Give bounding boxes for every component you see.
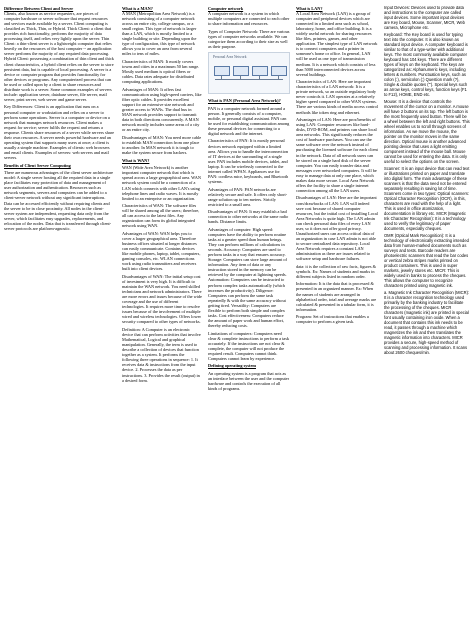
paragraph: WAN (Wide Area Network) is another important computer network that which is spread across a large geographical area. WAN network system could be a connection of a LAN which connects with other LAN's using telephone lines and radio waves. It is mostly limited to an enterprise or an organization. (122, 165, 201, 201)
network-bus-line (215, 79, 283, 80)
paragraph: Characteristics of WAN: The software files will be shared among all the users; therefore, all can access to the latest files. Any organization can form its global integrated network using WAN. (122, 203, 200, 229)
diagram-title: Personal Area Network (213, 54, 247, 59)
paragraph: Disadvantages of PAN: It may establish a bad connection to other networks at the same radio bands. Distance limits. (208, 209, 289, 225)
paragraph: Characteristics of PAN: It is mostly personal devices network equipped within a limited area. Allows you to handle the interconnection of IT devices at the surrounding of a single user. PAN includes mobile devices, tablet, and laptop. It can be wirelessly connected to the internet called WPAN. Appliances use for PAN: cordless mice, keyboards, and Bluetooth systems. (208, 138, 289, 184)
column-input-devices (384, 6, 470, 628)
paragraph: Disadvantages of WAN: The initial setup cost of investment is very high. It is difficult to maintain the WAN network. You need skilled technicians and network administrators. There are more errors and issues because of the wide coverage and the use of different technologies. It requires more time to resolve issues because of the involvement of multiple wired and wireless technologies. Offers lower security compared to other types of networks. (122, 274, 202, 325)
paragraph: PAN is a computer network formed around a person. It generally consists of a computer, mobile, or personal digital assistant. PAN can be used for establishing communication among these personal devices for connecting to a digital network and the internet. (208, 105, 290, 136)
paragraph: A Local Area Network (LAN) is a group of computer and peripheral devices which are connected in a limited area such as school, laboratory, home, and office building. It is a widely useful network for sharing resources like files, printers, games, and other application. The simplest type of LAN network is to connect computers and a printer in someone's home or office. In general, LAN will be used as one type of transmission medium. It is a network which consists of less than 5000 interconnected devices across several buildings. (296, 11, 378, 77)
paragraph: Advantages of PAN: PAN networks are relatively secure and safe. It offers only short-range solution up to ten meters. Strictly restricted to a small area. (208, 186, 288, 207)
subheading: What is WAN? (122, 157, 150, 163)
paragraph: Definition: A Computer is an electronic device that can perform activities that involve Mathematical, Logical and graphical manipulation. Generally, the term is used to describe a collection of devices that function together as a system. It performs the following three operations in sequence: 1. It receives data & instructions from the input device. 2. Processes the data as per instructions. 3. Provides the result (output) in a desired form. (122, 327, 201, 383)
paragraph: Clients, also known as service requesters, are pieces of computer hardware or server software that request resources and services made available by a server. Client computing is classified as Thick, Thin, or Hybrid. Thick Client: a client that provides rich functionality, performs the majority of data processing itself, and relies very lightly upon the server. Thin Client: a thin-client server is a lightweight computer that relies heavily on the resources of the host computer -- an application server performs the majority of any required data processing. Hybrid Client: possessing a combination of thin client and thick client characteristics, a hybrid client relies on the server to store persistent data, but is capable of local processing. A server is a device or computer program that provides functionality for other devices or programs. Any computerized process that can be used or called upon by a client to share resources and distribute work is a server. Some common examples of servers include: application server, database server, file server, mail server, print server, web server and game server. (4, 11, 114, 102)
computer-node-icon (233, 66, 249, 76)
paragraph: Characteristics of LAN: Here are important characteristics of a LAN network: It is a private network, so an outside regulatory body never controls it. LAN operates at a relatively higher speed compared to other WAN systems. There are various kinds of media access control methods like token ring and ethernet. (296, 79, 378, 115)
paragraph: Information: It is the data that is processed & presented in an organized manner. Ex: When the names of students are arranged in alphabetical order, total and average marks are calculated & presented in a tabular form, it is information. (296, 281, 377, 312)
paragraph: Advantages of computer: High speed: computers have the ability to perform routine tasks at a greater speed than human beings. They can perform millions of calculations in seconds. Accuracy: Computers are used to perform tasks in a way that ensures accuracy. Storage: Computers can store large amount of information. Any item of data or any instruction stored in the memory can be retrieved by the computer at lightning speeds. Automation: Computers can be instructed to perform complex tasks automatically (which increases the productivity). Diligence: Computers can perform the same task repeatedly & with the same accuracy without getting tired. Versatility: Computers are flexible to perform both simple and complex tasks. Cost effectiveness: Computers reduce the amount of paper work and human effort, thereby reducing costs. (208, 227, 287, 328)
paragraph: Disadvantages of MAN: You need more cable to establish MAN connection from one place to another. In MAN network it is tough to make the system secure from hackers. (122, 134, 202, 156)
computer-node-icon (252, 66, 268, 76)
paragraph: Advantages of WAN: WAN helps you to cover a larger geographical area. Therefore business offices situated at longer distances can easily communicate. Contains devices like mobile phones, laptop, tablet, computers, gaming consoles, etc. WLAN connections work using radio transmitters and receivers built into client devices. (122, 231, 201, 272)
paragraph: Advantages of LAN: Here are pros/benefits of using LAN: Computer resources like hard-disks, DVD-ROM, and printers can share local area networks. This significantly reduces the cost of hardware purchases. You can use the same software over the network instead of purchasing the licensed software for each client in the network. Data of all network users can be stored on a single hard disk of the server computer. You can easily transfer data and messages over networked computers. It will be easy to manage data at only one place, which makes data more secure. Local Area Network offers the facility to share a single internet connection among all the LAN users. (296, 117, 378, 193)
paragraph: Keyboard: The Key board is used for typing text into the computer. It is also known as standard input device. A computer keyboard is similar to that of a type-writer with additional keys. The most commonly available computer keyboard has 104 keys. There are different types of keys on the keyboard. The keys are categorized as: Alphanumeric keys, including letters & numbers. Punctuation keys, such as colon (:), semicolon (;) Question mark (?), Single & double quotes ('"). Special keys such as arrow keys, control keys, function keys (F1 to F12), HOME, END etc. (384, 32, 468, 97)
subheading: Benefits of Client Server Computing (4, 162, 71, 168)
subheading: What is PAN (Personal Area Network)? (208, 97, 281, 103)
paragraph: Input Devices: Devices used to provide data and instructions to the computer are called input devices. Some important input devices are Key board, Mouse, Scanner, MICR, Web camera, Microphone etc. (384, 6, 465, 30)
paragraph: Disadvantages of LAN: Here are the important cons/drawbacks of LAN: LAN will indeed save cost because of shared computer resources, but the initial cost of installing Local Area Networks is quite high. The LAN admin can check personal data files of every LAN user, so it does not offer good privacy. Unauthorized users can access critical data of an organization in case LAN admin is not able to secure centralized data repository. Local Area Network requires a constant LAN administration as there are issues related to software setup and hardware failures. (296, 195, 378, 262)
paragraph: Advantages of MAN: It offers fast communication using high-speed carriers, like fiber optic cables. It provides excellent support for an extensive size network and greater access to WANs. The dual bus in MAN network provides support to transmit data in both directions concurrently. A MAN network mostly includes some areas of a city or an entire city. (122, 86, 202, 133)
column-heading: What is LAN? (296, 6, 323, 11)
computer-node-icon (271, 66, 287, 76)
paragraph: Limitations of computers: Computers need clear & complete instructions to perform a task accurately. If the instructions are not clear & complete, the computer will not produce the required result. Computers cannot think. Computers cannot learn by experience. (208, 330, 290, 361)
column-client-server (4, 6, 114, 628)
paragraph: data: it is the collection of raw facts, figures & symbols. Ex: Names of students and marks in different subjects listed in random order. (296, 263, 376, 279)
paragraph: A computer network is a system in which multiple computers are connected to each other to share information and resources. (208, 11, 290, 27)
paragraph: There are numerous advantages of the client server architecture model: A single server hosting all the required data in a single place facilitates easy protection of data and management of user authorization and authentication. Resources such as network segments, servers and computers can be added to a client-server network without any significant interruptions. Data can be accessed efficiently without requiring clients and the server to be in close proximity. All nodes in the client-server system are independent, requesting data only from the server, which facilitates easy upgrades, replacements, and relocation of the nodes. Data that is transferred through client-server protocols are platform-agnostic. (4, 170, 114, 231)
paragraph: Mouse: It is a device that controls the movement of the cursor on a monitor. A mouse will have 2 buttons on its top. The left button is the most frequently used button. There will be a wheel between the left and right buttons. This wheel enables us to scroll through screens of information. As we move the mouse, the pointer on the monitor moves in the same direction. Optical mouse is another advanced pointing device that uses a light emitting component instead of the mouse ball. Mouse cannot be used for entering the data. It is only useful to select the options on the screen. (384, 99, 470, 164)
paragraph: a. Magnetic Ink Character Recognition (MICR): It is a character recognition technology used primarily by the banking industry to facilitate the processing of the cheques. MICR characters (magnetic ink) are printed in special font usually containing iron oxide. When a document that contains this ink needs to be read, it passes through a machine which magnetizes the ink and then translates the magnetic information into characters. MICR provides a secure, high-speed method of scanning and processing information. It scans about 2600 cheques/min. (384, 290, 470, 355)
column-lan (296, 6, 378, 628)
paragraph: Scanner: It is an input device that can read text or illustrations printed on paper and translate into digital form. The main advantage of these scanners is that the data need not be entered separately resulting in saving lot of time. Scanners come in two types: Optical scanners: Optical Character Recognition (OCR), in this, characters are read with the help of a light. This is used in office atomization, documentation in library etc. MICR (Magnetic Ink Character Recognition): It is a technology used to verify the legitimacy of paper documents, especially cheques. (384, 166, 470, 231)
network-diagram (208, 52, 290, 94)
paragraph: Key Differences: Client is an application that runs on a personal computer or workstation and relies on a server to perform some operations. Server is a computer or device on a network that manages network resources. Client makes a request for service; server fulfils the request and returns a response. Clients share resources of a server while servers share their own resources. A server needs powerful hardware and an operating system that supports many users at once; a client is usually a simple machine. Examples of clients: web browsers and email clients. Examples of servers: web servers and mail servers. (4, 104, 114, 160)
paragraph: Types of Computer Network: There are various types of computer networks available. We can categorize them according to their size as well as their purpose. (208, 28, 290, 49)
paragraph: A MAN (Metropolitan Area Network) is a network consisting of a computer network across an entire city, college campus, or a small region. This type of network is larger than a LAN, which is mostly limited to a single building or site. Depending upon the type of configuration, this type of network allows you to cover an area from several miles to tens of miles. (122, 11, 197, 57)
column-heading: Computer network (208, 6, 244, 11)
column-heading: What is a MAN? (122, 6, 153, 11)
paragraph: Characteristics of MAN: It mostly covers towns and cities in a maximum 50 km range. Mostly used medium is optical fibers or cables. Data rates adequate for distributed computing applications. (122, 59, 200, 85)
paragraph: OMR (Optical Mark Recognition): It is a technology of electronically extracting intended data from human-marked documents such as surveys and tests. Barcode readers are photoelectric scanners that read the bar codes or vertical zebra stripes marks printed on product containers. This is used in super markets, jewelry stores etc. MICR: This is widely used in banks to process the cheques. This allows the computer to recognize characters printed using magnetic ink. (384, 233, 469, 288)
paragraph: Program: Set of instructions that enables a computer to perform a given task. (296, 314, 369, 325)
computer-node-icon (214, 66, 230, 76)
subheading: Defining operating system (208, 363, 256, 369)
column-man-wan (122, 6, 202, 628)
paragraph: An operating system is a program that acts as an interface between the user and the computer hardware and controls the execution of all kinds of programs. (208, 371, 290, 392)
column-heading: Difference Between Client and Server (4, 6, 74, 11)
column-computer-network (208, 6, 290, 628)
